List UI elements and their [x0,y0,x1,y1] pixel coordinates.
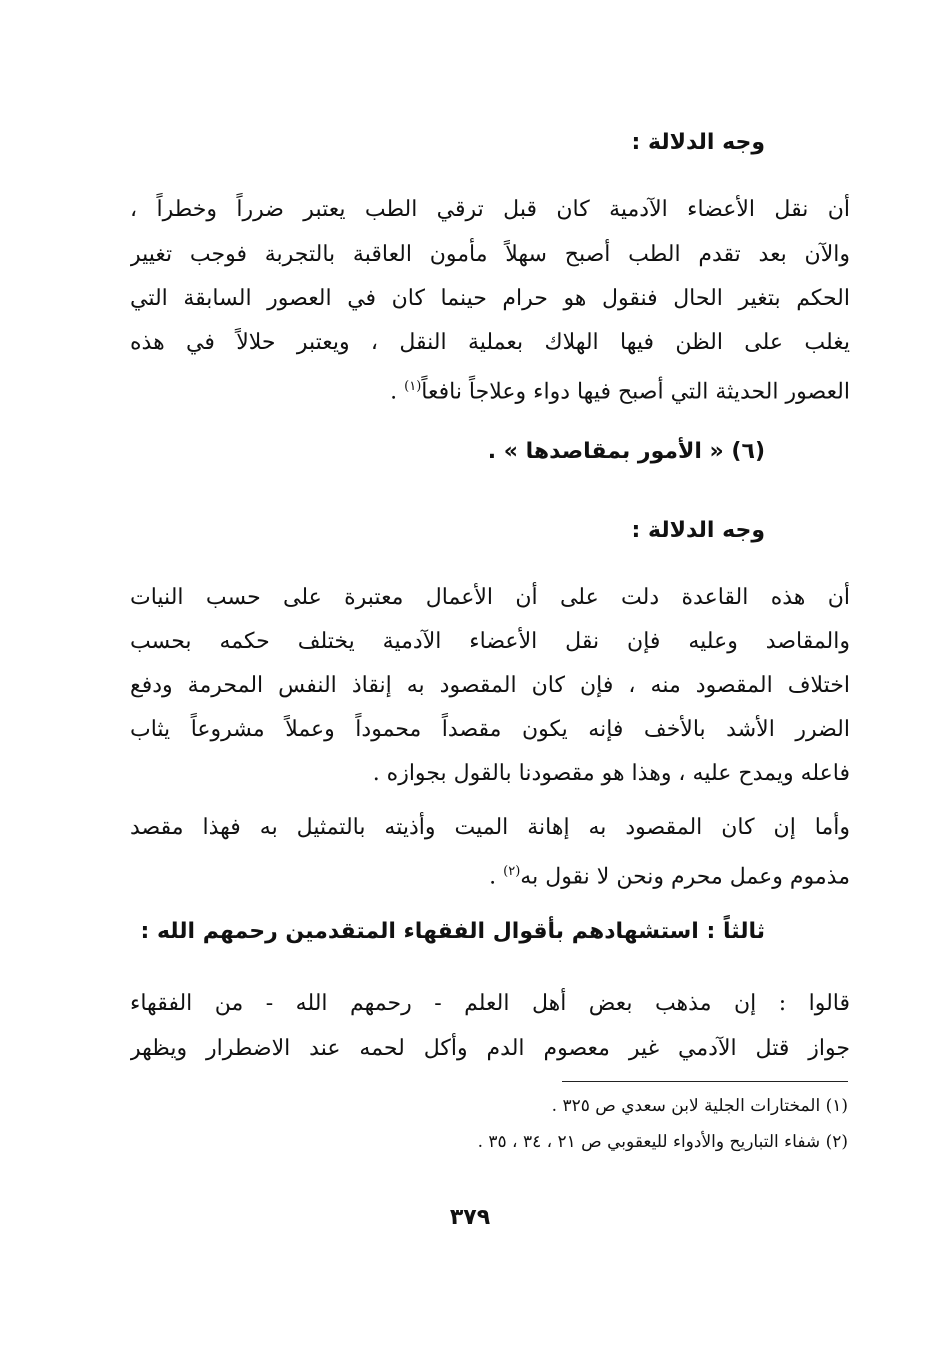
rule-heading: (٦) « الأمور بمقاصدها » . [487,439,765,464]
line-end: . [390,379,405,405]
paragraph-line: قالوا : إن مذهب بعض أهل العلم - رحمهم الله - من الفقهاء [130,991,850,1016]
paragraph-line: أن نقل الأعضاء الآدمية كان قبل ترقي الطب يعتبر ضرراً وخطراً ، [130,197,850,222]
paragraph-line [130,850,850,894]
line-end: . [489,864,504,890]
footnote: (١) المختارات الجلية لابن سعدي ص ٣٢٥ . [551,1096,848,1116]
footnote-ref: (٢) [503,864,521,879]
line-text: العصور الحديثة التي أصبح فيها دواء وعلاجاً نافعاً [421,379,850,405]
line-text: مذموم وعمل محرم ونحن لا نقول به [520,864,850,890]
footnote-divider [562,1081,848,1082]
paragraph-line: وأما إن كان المقصود به إهانة الميت وأذيته بالتمثيل به فهذا مقصد [130,815,850,840]
page-number: ٣٧٩ [449,1205,491,1230]
footnote-ref: (١) [404,379,422,394]
paragraph-line: يغلب على الظن فيها الهلاك بعملية النقل ، ويعتبر حلالاً في هذه [130,330,850,355]
paragraph-line: أن هذه القاعدة دلت على أن الأعمال معتبرة على حسب النيات [130,585,850,610]
paragraph-line: جواز قتل الآدمي غير معصوم الدم وأكل لحمه عند الاضطرار ويظهر [130,1036,850,1061]
paragraph-line: فاعله ويمدح عليه ، وهذا هو مقصودنا بالقول بجوازه . [372,761,850,786]
section-heading: ثالثاً : استشهادهم بأقوال الفقهاء المتقدمين رحمهم الله : [140,919,765,944]
section-heading: وجه الدلالة : [631,130,765,155]
footnote: (٢) شفاء التباريح والأدواء لليعقوبي ص ٢١ ، ٣٤ ، ٣٥ . [477,1132,848,1152]
paragraph-line [130,365,850,409]
section-heading: وجه الدلالة : [631,518,765,543]
paragraph-line: الحكم بتغير الحال فنقول هو حرام حينما كان في العصور السابقة التي [130,286,850,311]
paragraph-line: والمقاصد وعليه فإن نقل الأعضاء الآدمية يختلف حكمه بحسب [130,629,850,654]
paragraph-line: الضرر الأشد بالأخف فإنه يكون مقصداً محموداً وعملاً مشروعاً يثاب [130,717,850,742]
paragraph-line: والآن بعد تقدم الطب أصبح سهلاً مأمون العاقبة بالتجربة فوجب تغيير [130,242,850,267]
paragraph-line: اختلاف المقصود منه ، فإن كان المقصود به إنقاذ النفس المحرمة ودفع [130,673,850,698]
